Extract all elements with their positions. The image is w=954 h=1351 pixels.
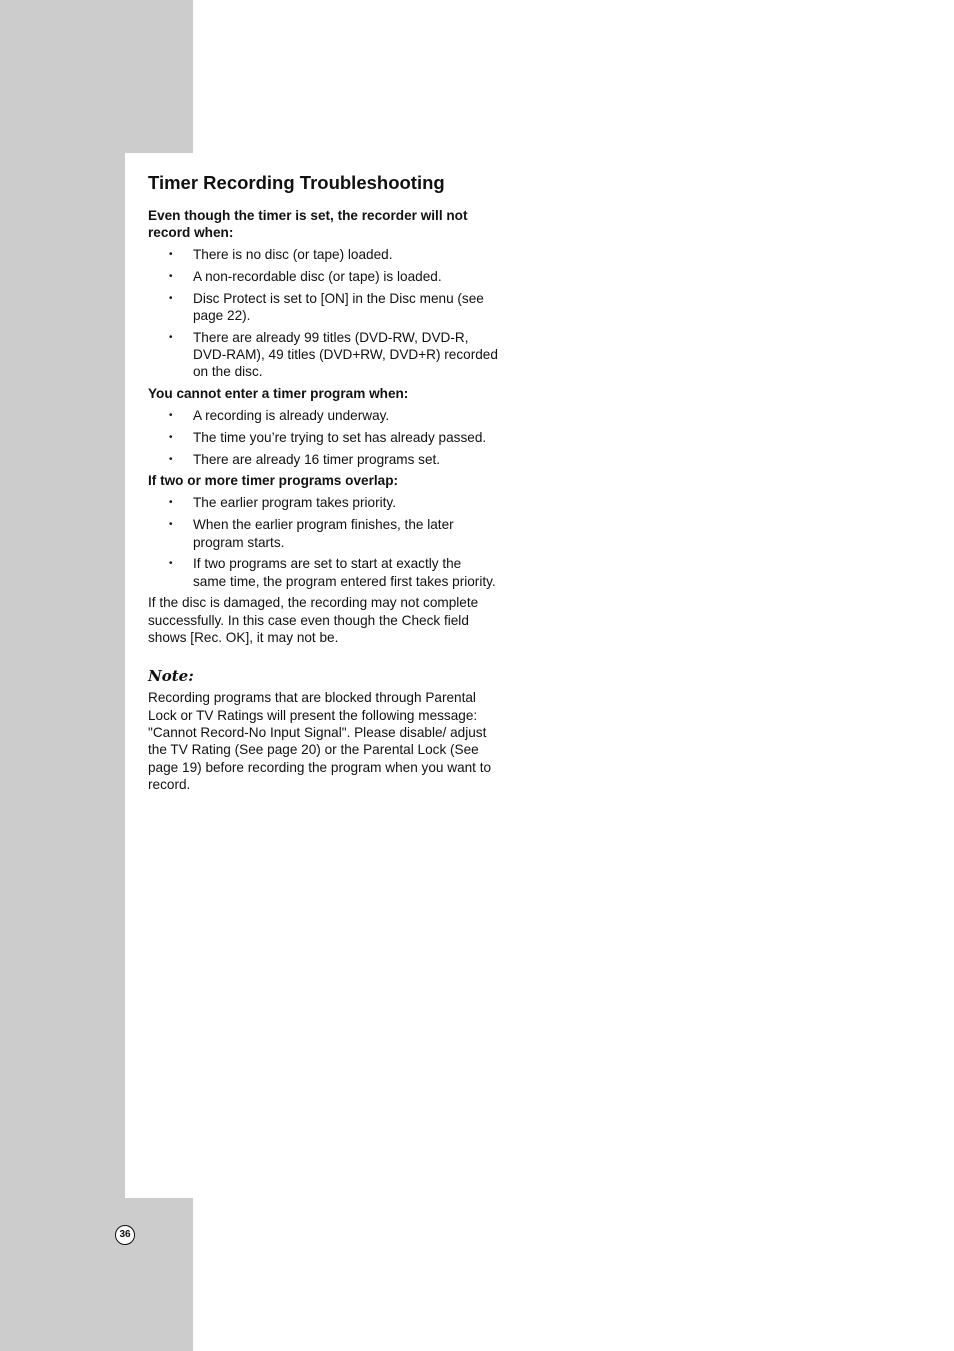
section-heading: If two or more timer programs overlap: — [148, 473, 399, 489]
bullet-list — [148, 246, 498, 381]
list-item: • When the earlier program finishes, the later program starts. — [148, 516, 498, 551]
list-item: • The time you’re trying to set has already passed. — [148, 429, 498, 446]
section-cannot-enter — [148, 385, 498, 468]
text-column — [148, 170, 498, 793]
note-text: Recording programs that are blocked through Parental Lock or TV Ratings will present the following message: "Cannot Record-No Input Signal". Please disable/ adjust the TV Rating (See page 20) or the Parental Lock (See page 19) before recording the program when you want to record. — [148, 690, 492, 792]
list-item: • A recording is already underway. — [148, 407, 498, 424]
bullet-list — [148, 407, 498, 468]
page-number-badge: 36 — [115, 1225, 135, 1245]
note-block — [148, 666, 498, 793]
list-item: • There are already 99 titles (DVD-RW, DVD-R, DVD-RAM), 49 titles (DVD+RW, DVD+R) recorded on the disc. — [148, 329, 498, 381]
page-title: Timer Recording Troubleshooting — [148, 172, 445, 193]
list-item: • The earlier program takes priority. — [148, 494, 498, 511]
section-heading: You cannot enter a timer program when: — [148, 386, 409, 402]
section-overlap — [148, 472, 498, 589]
list-item: • If two programs are set to start at exactly the same time, the program entered first takes priority. — [148, 555, 498, 590]
closing-paragraph: If the disc is damaged, the recording may not complete successfully. In this case even though the Check field shows [Rec. OK], it may not be. — [148, 595, 479, 646]
section-no-record — [148, 207, 498, 381]
list-item: • There is no disc (or tape) loaded. — [148, 246, 498, 263]
list-item: • Disc Protect is set to [ON] in the Disc menu (see page 22). — [148, 290, 498, 325]
section-heading: Even though the timer is set, the recorder will not record when: — [148, 208, 468, 240]
list-item: • A non-recordable disc (or tape) is loaded. — [148, 268, 498, 285]
note-heading: Note: — [148, 667, 194, 686]
list-item: • There are already 16 timer programs set. — [148, 451, 498, 468]
bullet-list — [148, 494, 498, 589]
